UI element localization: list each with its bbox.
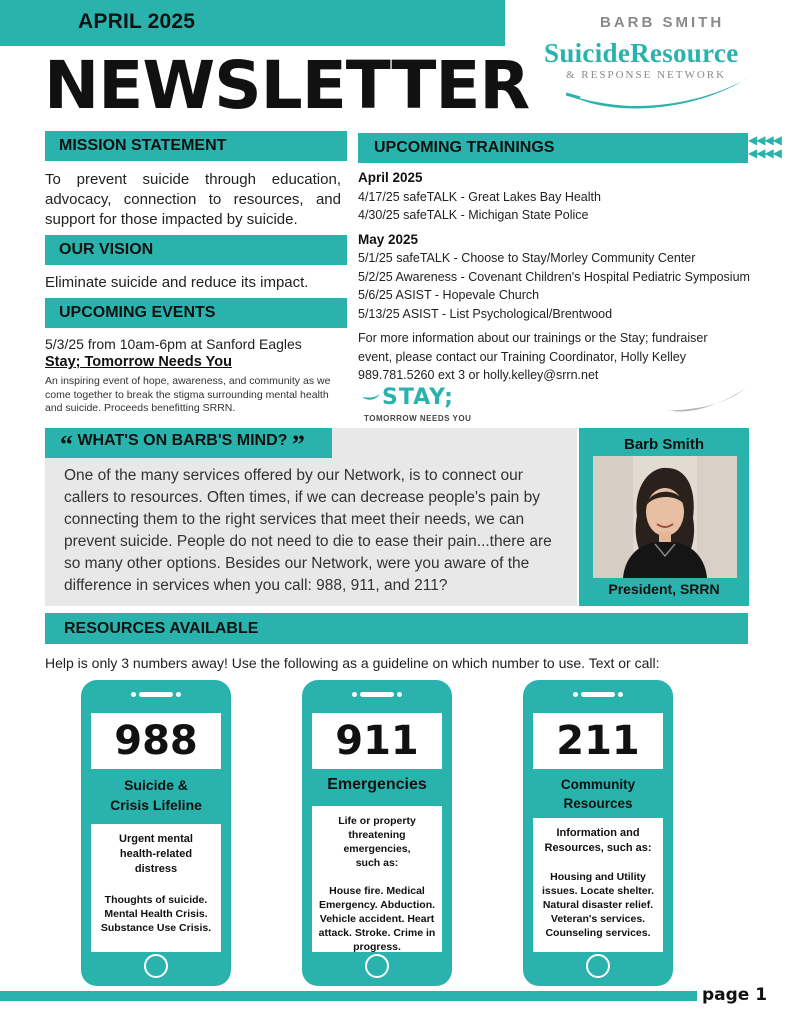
phone-secondary: House fire. Medical Emergency. Abduction. Vehicle accident. Heart attack. Stroke. Crime in progress. bbox=[318, 885, 436, 953]
stay-tagline: TOMORROW NEEDS YOU bbox=[364, 414, 472, 423]
training-item: 5/2/25 Awareness - Covenant Children's Hospital Pediatric Symposium bbox=[358, 269, 750, 284]
phone-secondary: Housing and Utility issues. Locate shelter. Natural disaster relief. Veteran's services. Counseling services. bbox=[541, 871, 655, 939]
newsletter-title: NEWSLETTER bbox=[44, 47, 530, 124]
arrow-row: ◀◀◀◀ bbox=[748, 146, 781, 160]
contact-line: event, please contact our Training Coordinator, Holly Kelley bbox=[358, 349, 686, 364]
arrow-row: ◀◀◀◀ bbox=[748, 133, 781, 147]
trainings-heading-text: UPCOMING TRAININGS bbox=[374, 139, 555, 156]
phone-card-911 bbox=[302, 680, 452, 986]
phone-speaker bbox=[302, 686, 452, 704]
mission-heading bbox=[45, 131, 347, 161]
training-item: 4/17/25 safeTALK - Great Lakes Bay Health bbox=[358, 189, 601, 204]
phone-primary: Information and Resources, such as: bbox=[544, 827, 652, 854]
trainings-contact bbox=[358, 329, 758, 385]
phone-card-988 bbox=[81, 680, 231, 986]
photo-caption-title: President, SRRN bbox=[608, 581, 720, 597]
event-date: 5/3/25 from 10am-6pm at Sanford Eagles bbox=[45, 336, 302, 352]
phone-secondary: Thoughts of suicide. Mental Health Crisis. Substance Use Crisis. bbox=[100, 894, 212, 934]
barb-message: One of the many services offered by our Network, is to connect our callers to resources. Often times, if we can decrease people's pain by connecting them to the right services that meet their needs, we can prevent suicide. People do not need to die to ease their pain...there are so many other options. Besides our Network, were you aware of the difference in services when you call: 988, 911, and 211? bbox=[64, 467, 552, 594]
issue-month: APRIL 2025 bbox=[78, 10, 196, 33]
training-item: 5/1/25 safeTALK - Choose to Stay/Morley Community Center bbox=[358, 251, 696, 265]
phone-label: Community Resources bbox=[560, 777, 636, 811]
training-item: 5/6/25 ASIST - Hopevale Church bbox=[358, 288, 540, 302]
trainings-heading bbox=[358, 133, 748, 163]
phone-number: 211 bbox=[533, 713, 663, 769]
phone-number: 911 bbox=[312, 713, 442, 769]
phone-speaker bbox=[523, 686, 673, 704]
contact-line: 989.781.5260 ext 3 or holly.kelley@srrn.net bbox=[358, 368, 599, 382]
close-quote-icon: ” bbox=[291, 430, 305, 459]
phone-primary: Urgent mental health-related distress bbox=[119, 833, 193, 875]
logo-org-subtitle: & RESPONSE NETWORK bbox=[566, 69, 727, 81]
barb-portrait bbox=[593, 456, 737, 578]
phone-card-211 bbox=[523, 680, 673, 986]
stay-logo: STAY; bbox=[382, 385, 454, 410]
phone-details bbox=[533, 818, 663, 952]
logo-org-name: SuicideResource bbox=[544, 38, 739, 68]
training-group-label: May 2025 bbox=[358, 231, 419, 247]
phone-label: Suicide & Crisis Lifeline bbox=[110, 777, 202, 813]
mission-heading-text: MISSION STATEMENT bbox=[59, 137, 227, 154]
arrow-decoration-icon bbox=[748, 134, 781, 160]
phone-speaker bbox=[81, 686, 231, 704]
training-group-label: April 2025 bbox=[358, 170, 423, 185]
page-number: page 1 bbox=[702, 985, 768, 1005]
phone-number: 988 bbox=[91, 713, 221, 769]
training-item: 5/13/25 ASIST - List Psychological/Brentwood bbox=[358, 306, 613, 321]
home-button-icon bbox=[586, 954, 610, 978]
event-title: Stay; Tomorrow Needs You bbox=[45, 354, 232, 370]
phone-primary: Life or property threatening emergencies, such as: bbox=[338, 815, 416, 869]
resources-heading bbox=[45, 613, 748, 644]
vision-heading bbox=[45, 235, 347, 265]
contact-line: For more information about our trainings or the Stay; fundraiser bbox=[358, 331, 708, 345]
events-heading bbox=[45, 298, 347, 328]
portrait-illustration bbox=[593, 456, 737, 578]
training-item: 4/30/25 safeTALK - Michigan State Police bbox=[358, 208, 589, 222]
open-quote-icon: “ bbox=[60, 430, 73, 459]
photo-caption-name: Barb Smith bbox=[623, 436, 704, 453]
header-band bbox=[0, 0, 505, 46]
gray-feather-icon bbox=[665, 382, 753, 416]
home-button-icon bbox=[365, 954, 389, 978]
footer-band bbox=[0, 991, 697, 1001]
stay-feather-icon bbox=[361, 392, 381, 402]
resources-heading-text: RESOURCES AVAILABLE bbox=[64, 619, 259, 637]
barb-heading bbox=[60, 430, 305, 459]
trainings-list bbox=[358, 169, 758, 323]
vision-heading-text: OUR VISION bbox=[59, 241, 154, 258]
events-heading-text: UPCOMING EVENTS bbox=[59, 304, 216, 321]
home-button-icon bbox=[144, 954, 168, 978]
logo-person-name: BARB SMITH bbox=[600, 14, 725, 31]
phone-label: Emergencies bbox=[327, 776, 427, 793]
phone-details bbox=[312, 806, 442, 952]
barb-heading-text: WHAT'S ON BARB'S MIND? bbox=[77, 432, 288, 449]
event-description: An inspiring event of hope, awareness, and community as we come together to break the stigma surrounding mental health and suicide. Proceeds benefitting SRRN. bbox=[45, 375, 331, 414]
mission-text: To prevent suicide through education, advocacy, connection to resources, and support for those impacted by suicide. bbox=[45, 171, 341, 228]
resources-intro: Help is only 3 numbers away! Use the following as a guideline on which number to use. Text or call: bbox=[45, 655, 660, 671]
phone-details bbox=[91, 824, 221, 952]
vision-text: Eliminate suicide and reduce its impact. bbox=[45, 274, 309, 291]
